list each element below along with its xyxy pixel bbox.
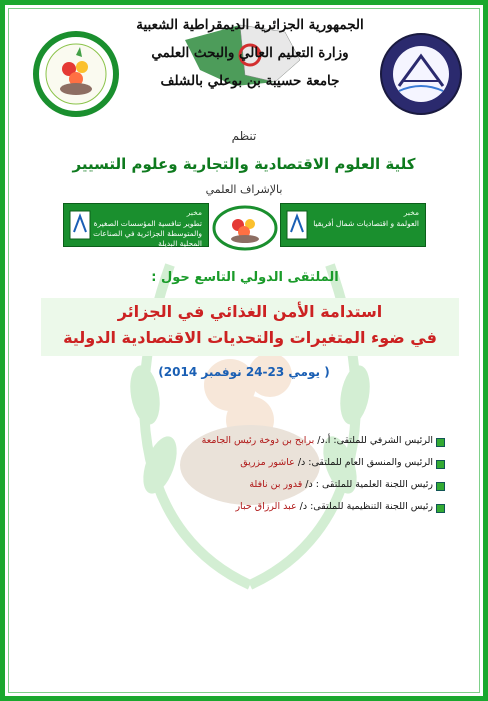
committee-row <box>65 479 445 497</box>
republic-line: الجمهورية الجزائرية الديمقراطية الشعبية <box>136 17 364 33</box>
lab-left-logo-icon <box>69 210 91 240</box>
lab-left-name: تطوير تنافسية المؤسسات الصغيرة والمتوسطة الجزائرية في الصناعات المحلية البديلة <box>93 219 202 248</box>
faculty-name: كلية العلوم الاقتصادية والتجارية وعلوم التسيير <box>72 155 416 173</box>
lab-left-title: مخبر <box>186 208 202 217</box>
lab-banner-right <box>280 203 426 247</box>
fruit-basket-logo <box>212 205 278 251</box>
lab-right-name: العولمة و اقتصاديات شمال أفريقيا <box>313 219 419 228</box>
bullet-icon <box>436 438 445 447</box>
committee-list <box>65 435 445 515</box>
university-line: جامعة حسيبة بن بوعلي بالشلف <box>160 73 340 89</box>
committee-row <box>65 501 445 519</box>
wreath-watermark <box>100 205 400 605</box>
committee-role: الرئيس الشرفي للملتقى: أ.د/ <box>317 435 433 446</box>
conference-title-line1: استدامة الأمن الغذائي في الجزائر <box>117 302 383 321</box>
committee-role: رئيس اللجنة العلمية للملتقى : د/ <box>305 479 433 490</box>
conference-title-line2: في ضوء المتغيرات والتحديات الاقتصادية الدولية <box>63 328 437 347</box>
header-block <box>135 11 365 95</box>
bullet-icon <box>436 460 445 469</box>
lab-right-title: مخبر <box>403 208 419 217</box>
lab-right-logo-icon <box>286 210 308 240</box>
university-logo <box>374 31 468 117</box>
committee-person: عبد الرزاق حبار <box>235 501 297 512</box>
committee-person: عاشور مزريق <box>240 457 295 468</box>
committee-row <box>65 457 445 475</box>
committee-role: الرئيس والمنسق العام للملتقى: د/ <box>297 457 433 468</box>
bullet-icon <box>436 504 445 513</box>
conference-dates: ( يومي 23-24 نوفمبر 2014) <box>158 365 330 379</box>
committee-role: رئيس اللجنة التنظيمية للملتقى: د/ <box>299 501 433 512</box>
organizes-text: تنظم <box>231 129 257 143</box>
lab-banner-left <box>63 203 209 247</box>
conference-intro: الملتقى الدولي التاسع حول : <box>151 270 339 285</box>
committee-row <box>65 435 445 453</box>
food-security-lab-logo <box>27 31 125 117</box>
committee-person: قدور بن نافلة <box>249 479 303 490</box>
ministry-line: وزارة التعليم العالي والبحث العلمي <box>151 45 349 61</box>
committee-person: برابح بن دوخة رئيس الجامعة <box>201 435 315 446</box>
bullet-icon <box>436 482 445 491</box>
supervision-text: بالإشراف العلمي <box>205 183 283 196</box>
